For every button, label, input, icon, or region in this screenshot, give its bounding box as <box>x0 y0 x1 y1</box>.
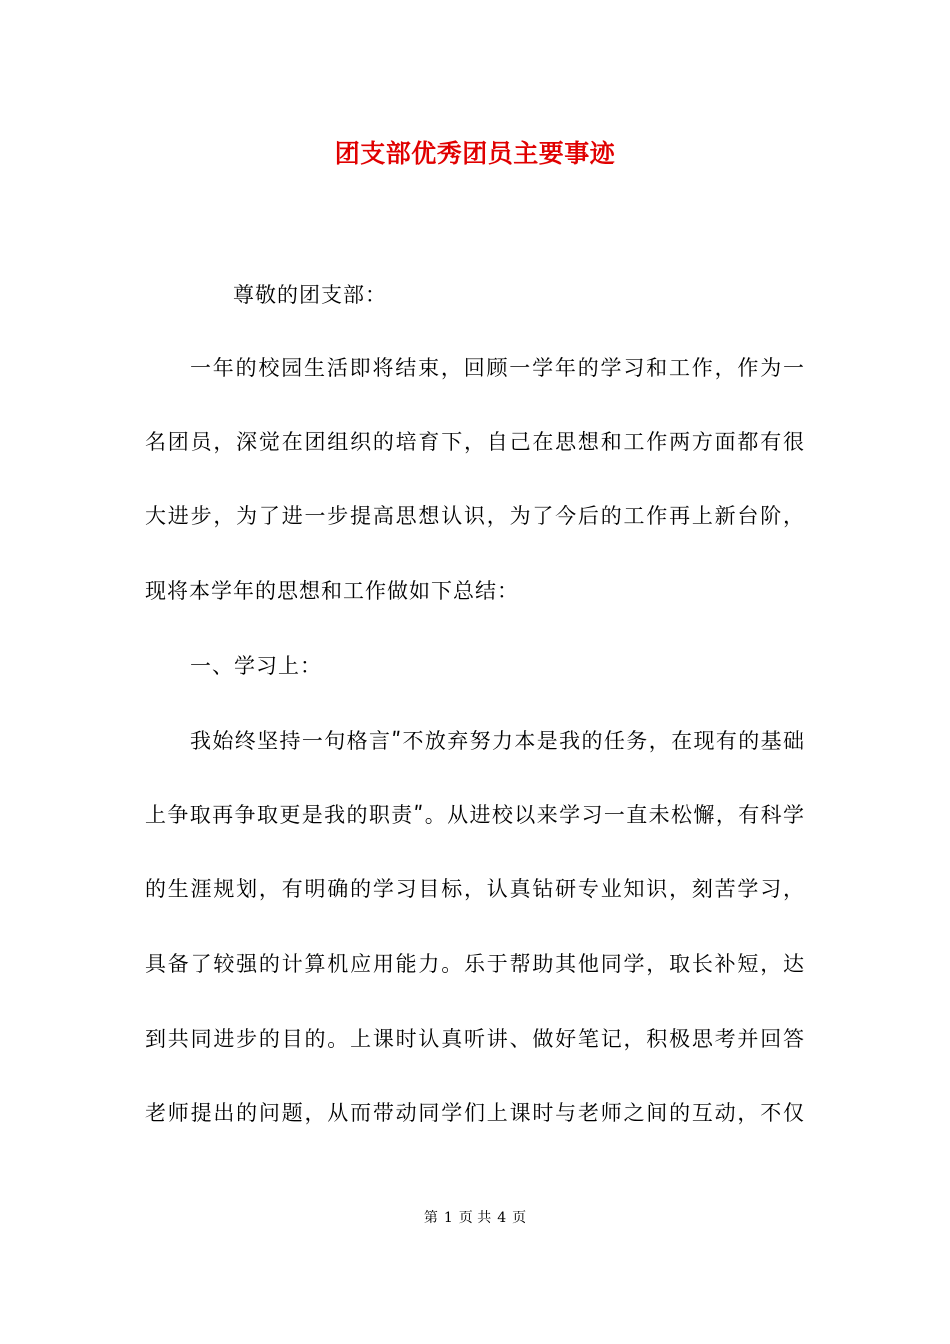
paragraph-line: 现将本学年的思想和工作做如下总结： <box>145 579 519 603</box>
paragraph-line: 老师提出的问题，从而带动同学们上课时与老师之间的互动，不仅 <box>145 1101 805 1125</box>
page-current: 1 <box>443 1210 453 1226</box>
paragraph-line: 上争取再争取更是我的职责ʺ。从进校以来学习一直未松懈，有科学 <box>145 803 805 827</box>
page-label-suffix: 页 <box>512 1210 527 1226</box>
page-label-prefix: 第 <box>423 1210 438 1226</box>
document-title: 团支部优秀团员主要事迹 <box>334 139 616 168</box>
paragraph-line: 到共同进步的目的。上课时认真听讲、做好笔记，积极思考并回答 <box>145 1027 805 1051</box>
paragraph-line: 我始终坚持一句格言ʺ不放弃努力本是我的任务，在现有的基础 <box>190 729 805 753</box>
page-total: 4 <box>497 1210 507 1226</box>
paragraph-line: 一年的校园生活即将结束，回顾一学年的学习和工作，作为一 <box>190 356 805 380</box>
paragraph-line: 的生涯规划，有明确的学习目标，认真钻研专业知识，刻苦学习， <box>145 877 805 901</box>
page-number-footer <box>0 1208 950 1228</box>
paragraph-line: 具备了较强的计算机应用能力。乐于帮助其他同学，取长补短，达 <box>145 952 805 976</box>
paragraph-line: 大进步，为了进一步提高思想认识，为了今后的工作再上新台阶， <box>145 504 805 528</box>
page-label-mid: 页 共 <box>458 1210 492 1226</box>
paragraph-line: 名团员，深觉在团组织的培育下，自己在思想和工作两方面都有很 <box>145 430 805 454</box>
section-heading: 一、学习上： <box>190 654 322 678</box>
salutation: 尊敬的团支部： <box>233 283 387 307</box>
